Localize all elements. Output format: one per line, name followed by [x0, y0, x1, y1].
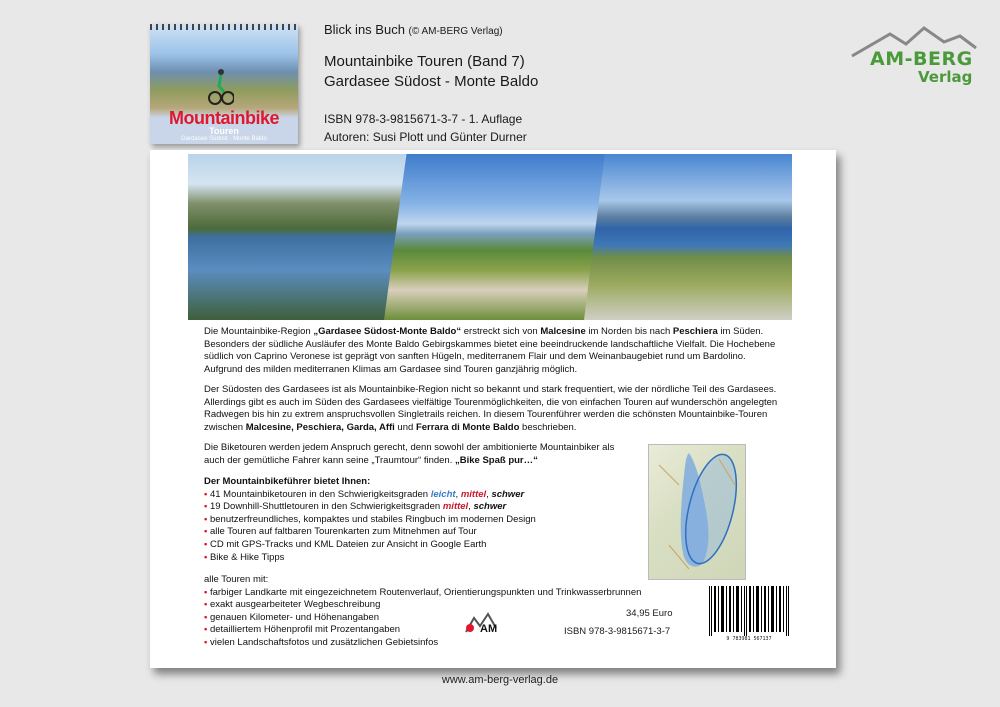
list-item: • benutzerfreundliches, kompaktes und stabiles Ringbuch im modernen Design	[204, 514, 624, 527]
list-item: • farbiger Landkarte mit eingezeichnetem Routenverlauf, Orientierungspunkten und Trinkwasserbrunnen	[204, 587, 664, 600]
intro-paragraph	[204, 326, 784, 376]
list-item	[204, 489, 624, 502]
preview-heading-text: Blick ins Buch	[324, 22, 405, 37]
grade-schwer: schwer	[473, 501, 507, 513]
audience-paragraph	[204, 442, 624, 467]
features-title: Der Mountainbikeführer bietet Ihnen:	[204, 476, 371, 487]
lake-map-icon	[649, 445, 745, 579]
book-details	[324, 110, 538, 146]
places-list: Malcesine, Peschiera, Garda, Affi	[245, 421, 395, 433]
place-peschiera: Peschiera	[672, 326, 718, 337]
all-tours-section	[204, 574, 664, 650]
features-list	[204, 489, 624, 565]
book-subtitle: Gardasee Südost - Monte Baldo	[324, 73, 539, 90]
slogan: „Bike Spaß pur…“	[455, 454, 538, 466]
biker-trail-photo	[384, 154, 608, 320]
region-name: „Gardasee Südost-Monte Baldo“	[313, 326, 462, 337]
cover-subtitle: Touren	[209, 126, 239, 136]
publisher-logo	[850, 22, 980, 88]
text-span: 41 Mountainbiketouren in den Schwierigkeitsgraden	[209, 488, 431, 500]
text-span: ,	[455, 488, 461, 500]
book-title: Mountainbike Touren (Band 7)	[324, 53, 525, 70]
text-span: ,	[468, 501, 474, 513]
list-item: • Bike & Hike Tipps	[204, 552, 624, 565]
barcode-bars	[707, 586, 791, 636]
list-item: • genauen Kilometer- und Höhenangaben	[204, 612, 664, 625]
authors: Autoren: Susi Plott und Günter Durner	[324, 130, 527, 144]
isbn-edition: ISBN 978-3-9815671-3-7 - 1. Auflage	[324, 112, 523, 126]
text-span: Die Biketouren werden jedem Anspruch gerecht, denn sowohl der ambitionierte Mountainbiker als auch der gemütliche Fahrer kann seine „Traumtour“ finden.	[204, 442, 615, 466]
features-section	[204, 476, 624, 564]
lake-view-photo	[188, 154, 406, 320]
grade-mittel: mittel	[442, 501, 469, 513]
list-item: • CD mit GPS-Tracks und KML Dateien zur Ansicht in Google Earth	[204, 539, 624, 552]
text-span: im Norden bis nach	[585, 326, 673, 337]
text-span: im Süden. Besonders der südliche Ausläufer des Monte Baldo Gebirgskammes bietet eine beeindruckende landschaftliche Vielfalt. Die Hochebene südlich von Caprino Veronese ist geprägt von sanften Hügeln, mediterranem Flair und dem Weinanbaugebiet rund um Bardolino. Aufgrund des milden mediterranen Klimas am Gardasee sind Touren ganzjährig möglich.	[204, 326, 776, 375]
text-span: und	[394, 421, 416, 433]
place-ferrara: Ferrara di Monte Baldo	[415, 421, 520, 433]
logo-text-amberg: AM-BERG	[870, 48, 973, 70]
list-item	[204, 501, 624, 514]
logo-text-verlag: Verlag	[918, 68, 973, 86]
list-item: • vielen Landschaftsfotos und zusätzlichen Gebietsinfos	[204, 637, 664, 650]
book-meta	[324, 20, 538, 146]
mountain-biker-icon	[208, 66, 234, 106]
list-item: • exakt ausgearbeiteter Wegbeschreibung	[204, 599, 664, 612]
grade-leicht: leicht	[430, 488, 456, 500]
preview-heading	[324, 20, 538, 42]
barcode	[707, 586, 791, 646]
publisher-website-link[interactable]: www.am-berg-verlag.de	[441, 674, 559, 686]
all-tours-list	[204, 587, 664, 650]
text-span: 19 Downhill-Shuttletouren in den Schwierigkeitsgraden	[209, 501, 443, 513]
text-span: Die Mountainbike-Region	[204, 326, 314, 337]
list-item: • alle Touren auf faltbaren Tourenkarten zum Mitnehmen auf Tour	[204, 526, 624, 539]
region-map	[648, 444, 746, 580]
price: 34,95 Euro	[626, 608, 673, 619]
book-title-block	[324, 52, 538, 92]
all-tours-title: alle Touren mit:	[204, 574, 269, 585]
region-paragraph	[204, 384, 784, 434]
barcode-number: 9 783981 567137	[726, 636, 772, 642]
grade-schwer: schwer	[491, 488, 525, 500]
cover-region: Gardasee Südost · Monte Baldo	[181, 136, 267, 142]
text-span: erstreckt sich von	[461, 326, 541, 337]
cover-title: Mountainbike	[169, 108, 279, 128]
book-cover-thumbnail	[150, 24, 298, 144]
photo-strip	[188, 154, 792, 320]
text-span: Der Südosten des Gardasees ist als Mountainbike-Region nicht so bekannt und stark frequentiert, wie der nördliche Teil des Gardasees. Allerdings gibt es auch im Süden des Gardasees vielfältige Tourenmöglichkeiten, die von einfachen Touren auf wunderschön angelegten Radwegen bis hin zu extrem anspruchsvollen Singletrails reichen. In diesem Tourenführer werden die schönsten Mountainbike-Touren zwischen	[204, 384, 778, 433]
lake-meadow-photo	[584, 154, 792, 320]
copyright-note: (© AM-BERG Verlag)	[408, 26, 503, 37]
spiral-binding	[150, 24, 298, 30]
am-logo-icon	[462, 610, 518, 636]
svg-text:AM: AM	[480, 623, 498, 635]
list-item: • detailliertem Höhenprofil mit Prozentangaben	[204, 624, 664, 637]
text-span: ,	[486, 488, 492, 500]
book-page-preview	[150, 150, 836, 668]
place-malcesine: Malcesine	[540, 326, 586, 337]
isbn-bottom: ISBN 978-3-9815671-3-7	[564, 626, 671, 637]
grade-mittel: mittel	[460, 488, 487, 500]
text-span: beschrieben.	[519, 421, 577, 433]
